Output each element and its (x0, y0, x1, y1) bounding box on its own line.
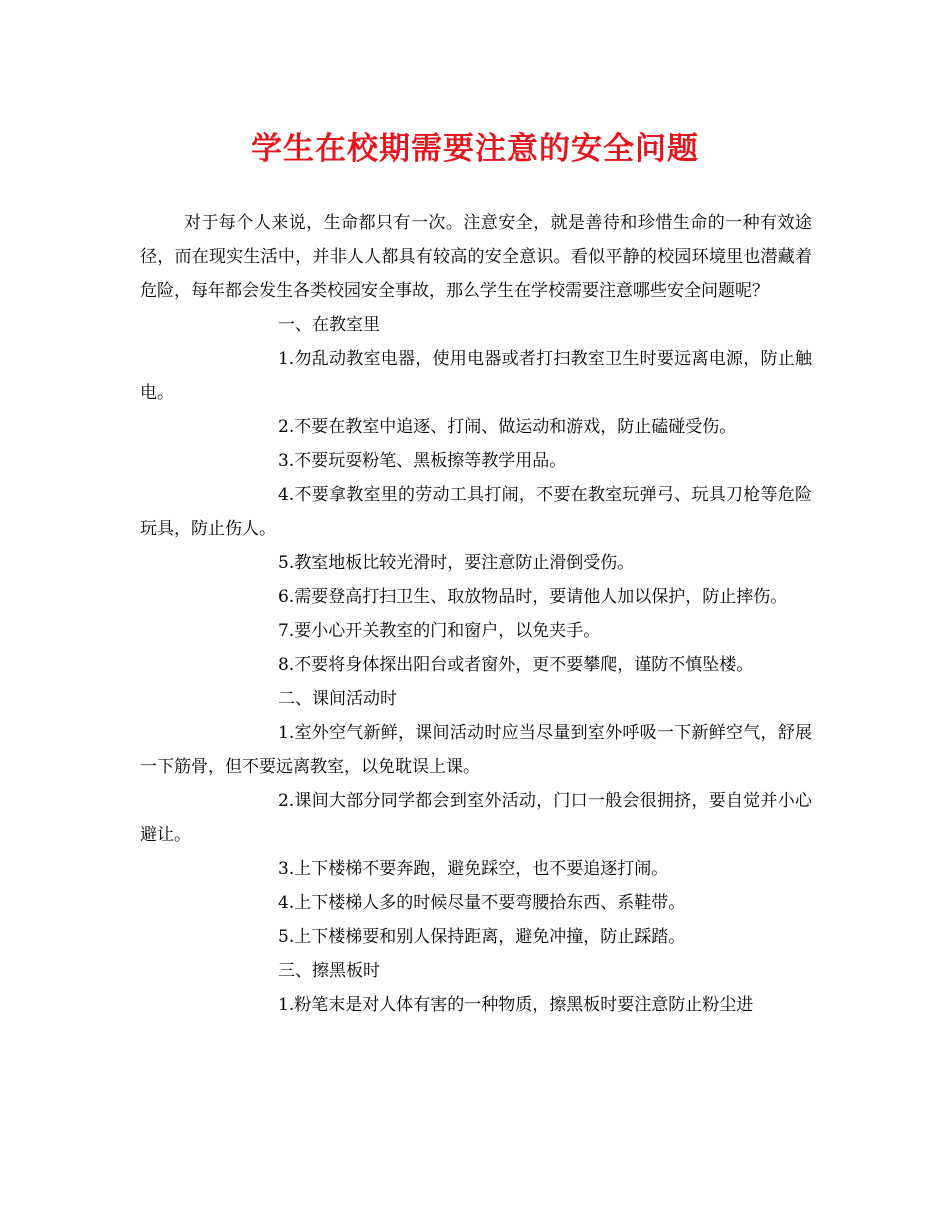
list-item: 5.教室地板比较光滑时，要注意防止滑倒受伤。 (278, 553, 635, 573)
list-item: 2.不要在教室中追逐、打闹、做运动和游戏，防止磕碰受伤。 (278, 417, 737, 437)
section-heading-blackboard: 三、擦黑板时 (278, 961, 380, 981)
list-item: 7.要小心开关教室的门和窗户，以免夹手。 (278, 621, 601, 641)
list-item: 1.粉笔末是对人体有害的一种物质，擦黑板时要注意防止粉尘进 (278, 995, 754, 1015)
intro-paragraph: 对于每个人来说，生命都只有一次。注意安全，就是善待和珍惜生命的一种有效途径，而在现实生活中，并非人人都具有较高的安全意识。看似平静的校园环境里也潜藏着危险，每年都会发生各类校园安全事故，那么学生在学校需要注意哪些安全问题呢？ (140, 213, 812, 301)
document-body (140, 206, 812, 1022)
section-heading-classroom: 一、在教室里 (278, 315, 380, 335)
list-item: 3.不要玩耍粉笔、黑板擦等教学用品。 (278, 451, 567, 471)
list-item: 4.上下楼梯人多的时候尽量不要弯腰拾东西、系鞋带。 (278, 893, 686, 913)
list-item: 2.课间大部分同学都会到室外活动，门口一般会很拥挤，要自觉并小心避让。 (140, 791, 812, 845)
list-item: 1.室外空气新鲜，课间活动时应当尽量到室外呼吸一下新鲜空气，舒展一下筋骨，但不要远离教室，以免耽误上课。 (140, 723, 812, 777)
list-item: 4.不要拿教室里的劳动工具打闹，不要在教室玩弹弓、玩具刀枪等危险玩具，防止伤人。 (140, 485, 812, 539)
list-item: 1.勿乱动教室电器，使用电器或者打扫教室卫生时要远离电源，防止触电。 (140, 349, 812, 403)
document-title: 学生在校期需要注意的安全问题 (251, 131, 699, 167)
list-item: 6.需要登高打扫卫生、取放物品时，要请他人加以保护，防止摔伤。 (278, 587, 788, 607)
list-item: 8.不要将身体探出阳台或者窗外，更不要攀爬，谨防不慎坠楼。 (278, 655, 754, 675)
list-item: 3.上下楼梯不要奔跑，避免踩空，也不要追逐打闹。 (278, 859, 669, 879)
list-item: 5.上下楼梯要和别人保持距离，避免冲撞，防止踩踏。 (278, 927, 686, 947)
section-heading-recess: 二、课间活动时 (278, 689, 397, 709)
